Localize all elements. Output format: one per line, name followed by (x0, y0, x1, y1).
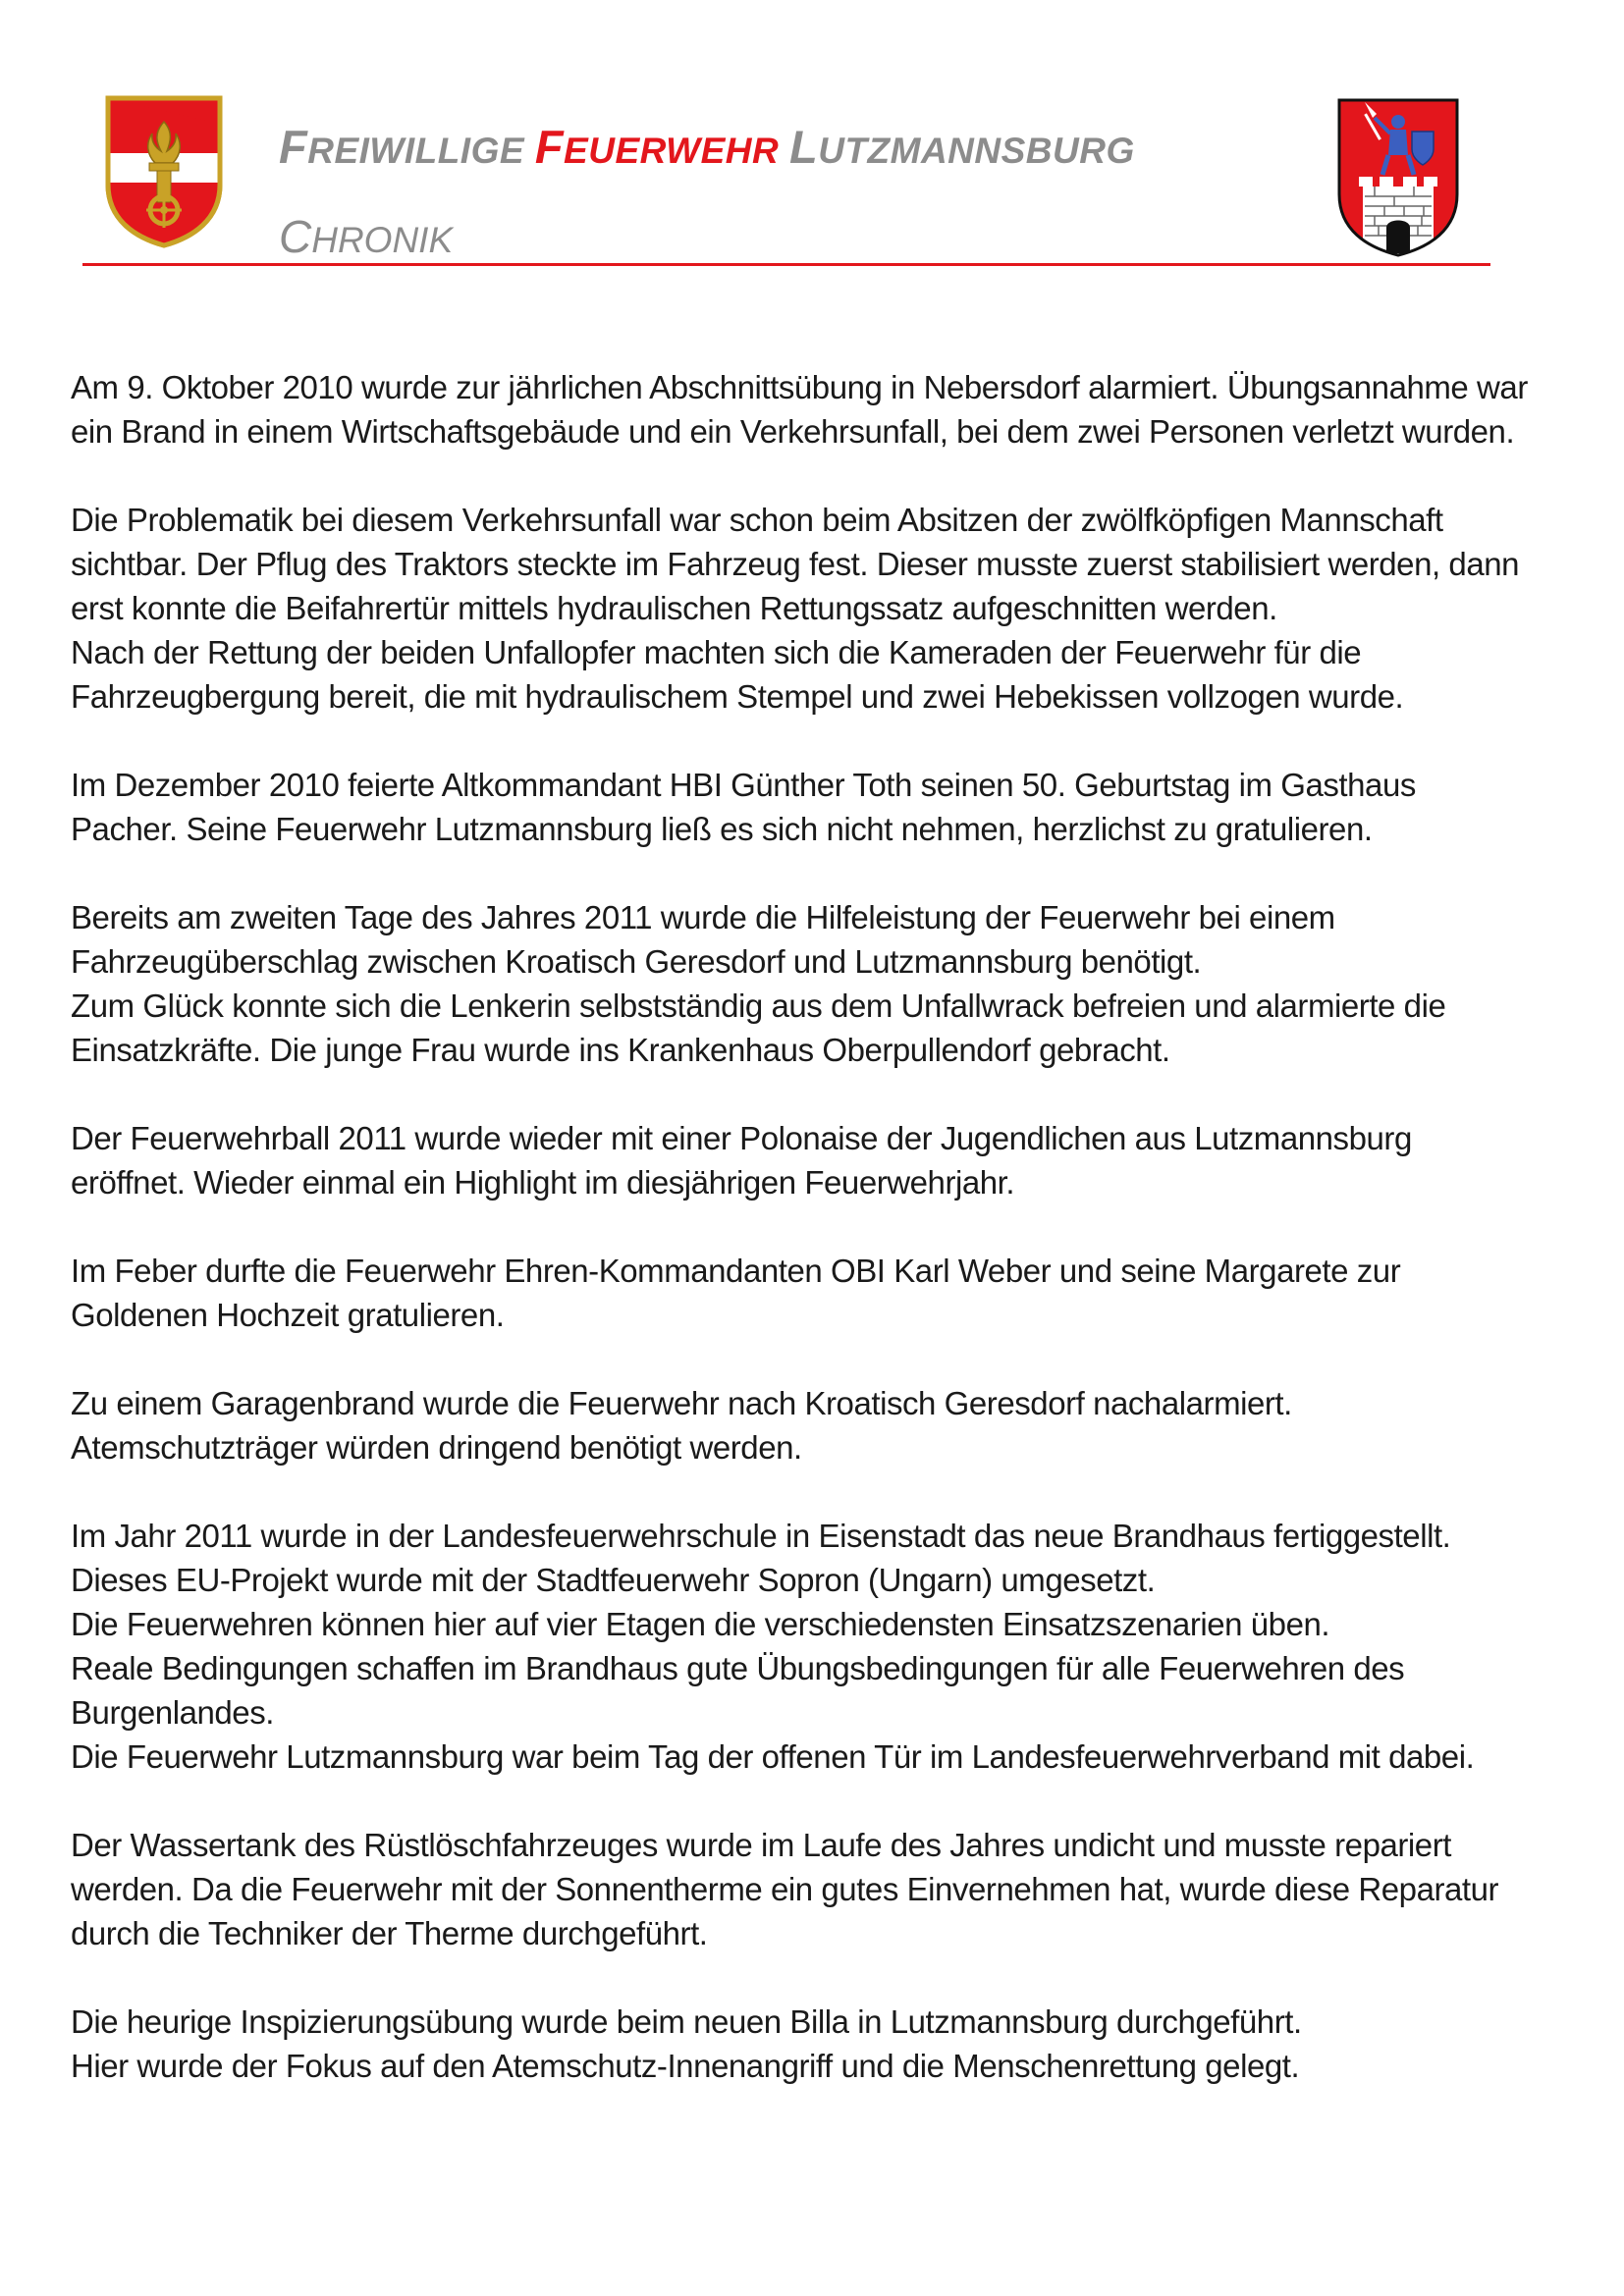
paragraph (71, 1381, 1563, 1469)
text-line: Hier wurde der Fokus auf den Atemschutz-Innenangriff und die Menschenrettung gelegt. (71, 2048, 1300, 2084)
subtitle-word: HRONIK (311, 220, 454, 260)
page-title (279, 120, 1135, 174)
title-initial: F (279, 121, 308, 173)
text-line: erst konnte die Beifahrertür mittels hydraulischen Rettungssatz aufgeschnitten werden. (71, 590, 1277, 626)
text-line: Zum Glück konnte sich die Lenkerin selbstständig aus dem Unfallwrack befreien und alarmierte die (71, 988, 1446, 1024)
text-line: Die Problematik bei diesem Verkehrsunfall war schon beim Absitzen der zwölfköpfigen Mannschaft (71, 502, 1443, 538)
text-line: Zu einem Garagenbrand wurde die Feuerwehr nach Kroatisch Geresdorf nachalarmiert. (71, 1385, 1292, 1421)
text-line: Am 9. Oktober 2010 wurde zur jährlichen Abschnittsübung in Nebersdorf alarmiert. Übungsannahme war (71, 369, 1528, 405)
text-line: Fahrzeugbergung bereit, die mit hydraulischem Stempel und zwei Hebekissen vollzogen wurde. (71, 678, 1404, 715)
title-initial: L (789, 121, 819, 173)
municipal-coat-of-arms-icon (1335, 96, 1461, 259)
page-header (0, 0, 1624, 275)
paragraph (71, 2000, 1563, 2088)
text-line: ein Brand in einem Wirtschaftsgebäude und ein Verkehrsunfall, bei dem zwei Personen verletzt wurden. (71, 413, 1515, 450)
text-line: Einsatzkräfte. Die junge Frau wurde ins Krankenhaus Oberpullendorf gebracht. (71, 1032, 1170, 1068)
text-line: Pacher. Seine Feuerwehr Lutzmannsburg ließ es sich nicht nehmen, herzlichst zu gratulieren. (71, 811, 1373, 847)
paragraph (71, 1116, 1563, 1204)
text-line: Die heurige Inspizierungsübung wurde beim neuen Billa in Lutzmannsburg durchgeführt. (71, 2003, 1302, 2040)
text-line: eröffnet. Wieder einmal ein Highlight im diesjährigen Feuerwehrjahr. (71, 1164, 1015, 1201)
text-line: Im Feber durfte die Feuerwehr Ehren-Kommandanten OBI Karl Weber und seine Margarete zur (71, 1253, 1401, 1289)
title-word: UTZMANNSBURG (818, 131, 1135, 171)
text-line: Goldenen Hochzeit gratulieren. (71, 1297, 505, 1333)
text-line: Fahrzeugüberschlag zwischen Kroatisch Geresdorf und Lutzmannsburg benötigt. (71, 943, 1202, 980)
text-line: Bereits am zweiten Tage des Jahres 2011 wurde die Hilfeleistung der Feuerwehr bei einem (71, 899, 1335, 935)
text-line: Nach der Rettung der beiden Unfallopfer machten sich die Kameraden der Feuerwehr für die (71, 634, 1362, 670)
text-line: Die Feuerwehren können hier auf vier Etagen die verschiedensten Einsatzszenarien üben. (71, 1606, 1330, 1642)
page-subtitle (279, 210, 453, 263)
text-line: Die Feuerwehr Lutzmannsburg war beim Tag der offenen Tür im Landesfeuerwehrverband mit dabei. (71, 1738, 1475, 1775)
paragraph (71, 895, 1563, 1072)
text-line: Reale Bedingungen schaffen im Brandhaus gute Übungsbedingungen für alle Feuerwehren des (71, 1650, 1405, 1686)
text-line: werden. Da die Feuerwehr mit der Sonnentherme ein gutes Einvernehmen hat, wurde diese Reparatur (71, 1871, 1499, 1907)
fire-brigade-emblem-icon (102, 94, 226, 249)
chronicle-body (71, 365, 1563, 2132)
text-line: Der Feuerwehrball 2011 wurde wieder mit einer Polonaise der Jugendlichen aus Lutzmannsburg (71, 1120, 1412, 1156)
text-line: Der Wassertank des Rüstlöschfahrzeuges wurde im Laufe des Jahres undicht und musste repariert (71, 1827, 1451, 1863)
text-line: Im Jahr 2011 wurde in der Landesfeuerwehrschule in Eisenstadt das neue Brandhaus fertiggestellt. (71, 1518, 1451, 1554)
text-line: durch die Techniker der Therme durchgeführt. (71, 1915, 708, 1951)
paragraph (71, 763, 1563, 851)
title-word: EUERWEHR (564, 131, 780, 171)
subtitle-initial: C (279, 211, 312, 262)
text-line: Im Dezember 2010 feierte Altkommandant HBI Günther Toth seinen 50. Geburtstag im Gasthaus (71, 767, 1416, 803)
text-line: Burgenlandes. (71, 1694, 274, 1731)
title-initial: F (534, 121, 565, 173)
title-word: REIWILLIGE (307, 131, 525, 171)
paragraph (71, 365, 1563, 454)
paragraph (71, 1823, 1563, 1955)
text-line: sichtbar. Der Pflug des Traktors steckte im Fahrzeug fest. Dieser musste zuerst stabilisiert werden, dann (71, 546, 1520, 582)
paragraph (71, 1514, 1563, 1779)
paragraph (71, 1249, 1563, 1337)
text-line: Dieses EU-Projekt wurde mit der Stadtfeuerwehr Sopron (Ungarn) umgesetzt. (71, 1562, 1156, 1598)
header-divider (82, 263, 1490, 266)
text-line: Atemschutzträger würden dringend benötigt werden. (71, 1429, 802, 1466)
paragraph (71, 498, 1563, 719)
